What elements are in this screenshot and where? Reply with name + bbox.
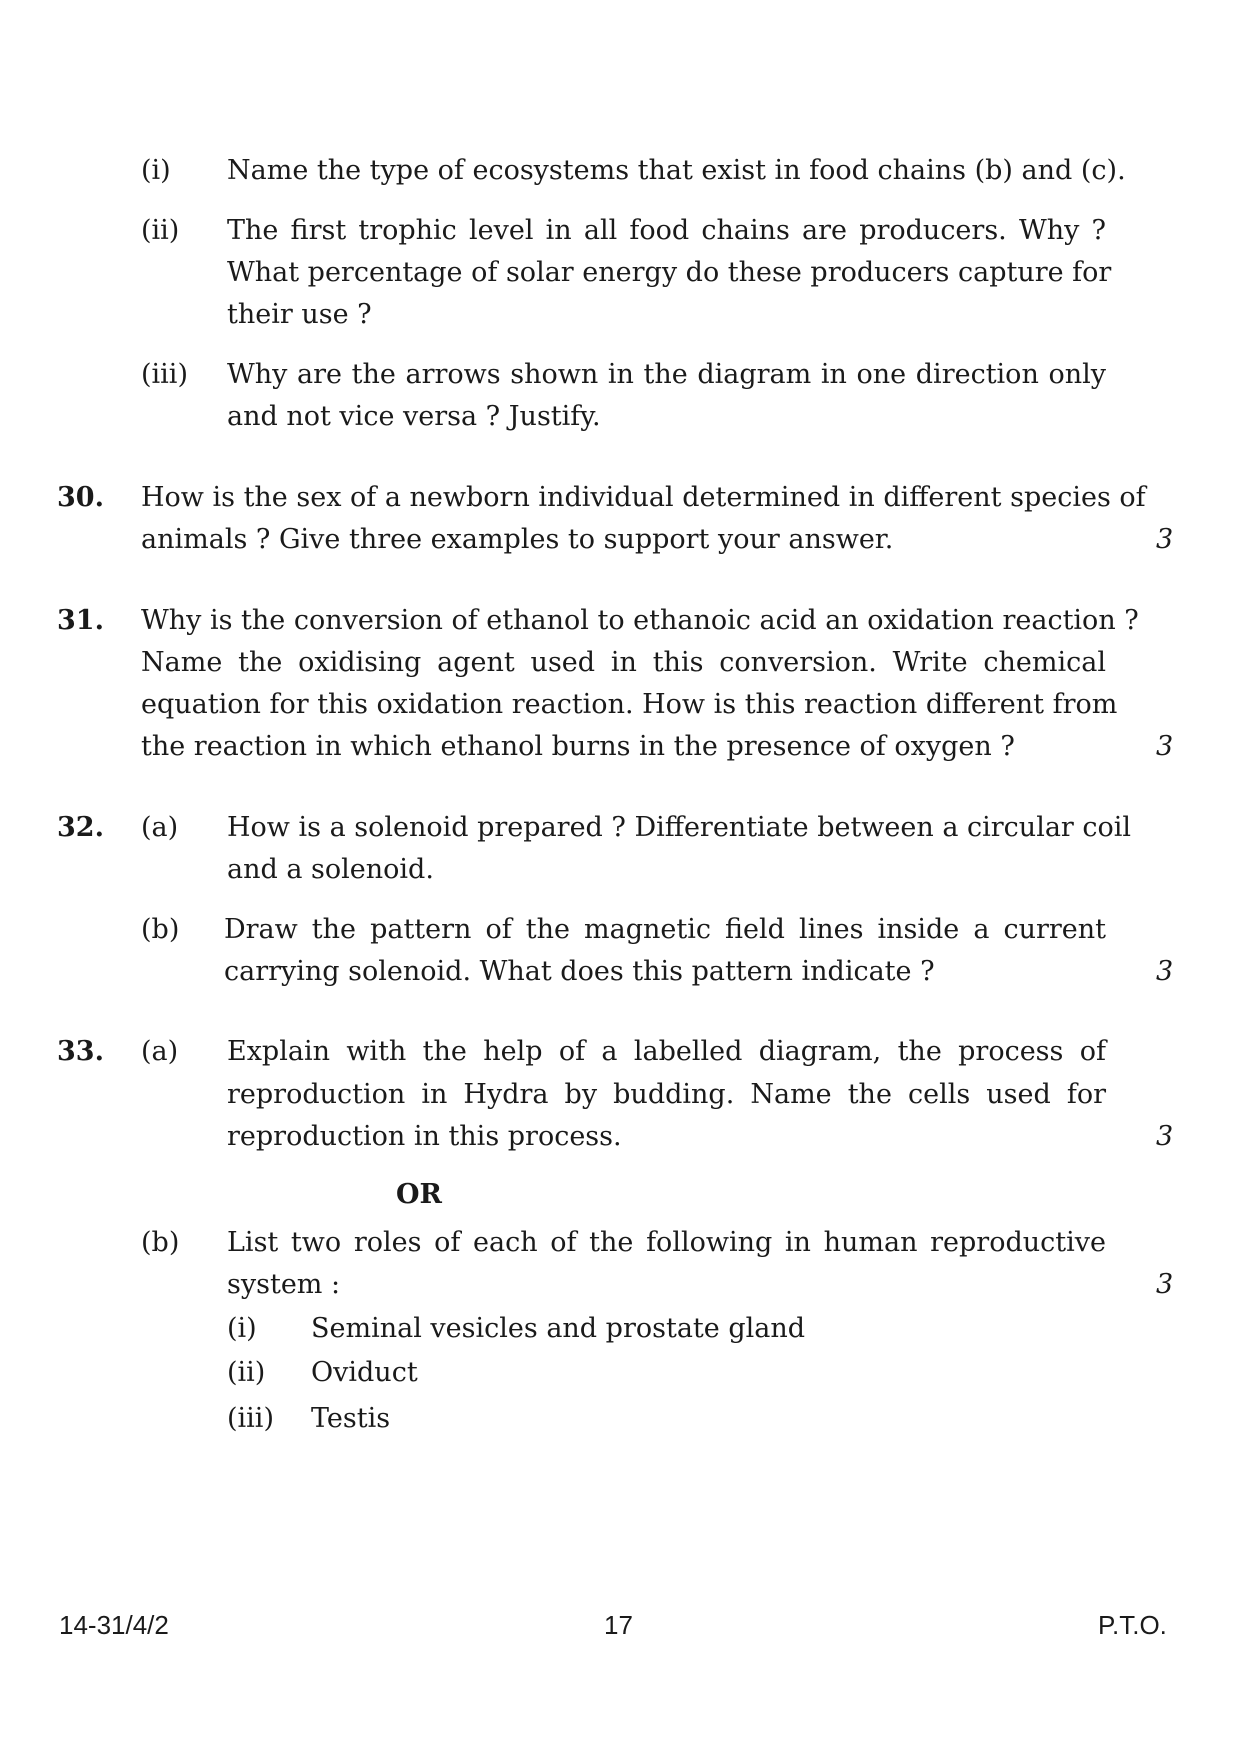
part-text: Why are the arrows shown in the diagram in one direction only [227,359,1106,390]
part-text: and not vice versa ? Justify. [227,401,601,432]
question-text: equation for this oxidation reaction. How is this reaction different from [141,689,1118,720]
part-text: Draw the pattern of the magnetic field lines inside a current [224,914,1106,945]
part-text: their use ? [227,299,372,330]
part-text: reproduction in Hydra by budding. Name the cells used for [227,1079,1106,1110]
sub-item-label: (ii) [227,1357,266,1388]
page-number: 17 [604,1610,633,1640]
or-divider: OR [396,1179,442,1210]
part-label: (b) [141,1227,180,1258]
part-text: system : [227,1269,341,1300]
part-label: (ii) [141,215,180,246]
question-text: animals ? Give three examples to support your answer. [141,524,894,555]
question-number: 33. [57,1036,104,1067]
part-label: (a) [141,812,179,843]
question-text: Why is the conversion of ethanol to ethanoic acid an oxidation reaction ? [141,605,1139,636]
part-text: How is a solenoid prepared ? Differentiate between a circular coil [227,812,1132,843]
sub-item-label: (i) [227,1313,257,1344]
marks: 3 [1156,956,1174,987]
part-label: (a) [141,1036,179,1067]
marks: 3 [1156,731,1174,762]
question-number: 30. [57,482,104,513]
part-text: carrying solenoid. What does this pattern indicate ? [224,956,935,987]
part-text: The first trophic level in all food chains are producers. Why ? [227,215,1106,246]
part-text: and a solenoid. [227,854,434,885]
question-text: How is the sex of a newborn individual determined in different species of [141,482,1146,513]
marks: 3 [1156,1269,1174,1300]
part-text: Name the type of ecosystems that exist in food chains (b) and (c). [227,155,1126,186]
part-label: (i) [141,155,171,186]
sub-item-label: (iii) [227,1403,274,1434]
question-text: Name the oxidising agent used in this conversion. Write chemical [141,647,1106,678]
question-text: the reaction in which ethanol burns in the presence of oxygen ? [141,731,1015,762]
part-label: (b) [141,914,180,945]
marks: 3 [1156,524,1174,555]
part-text: reproduction in this process. [227,1121,622,1152]
part-label: (iii) [141,359,188,390]
part-text: What percentage of solar energy do these producers capture for [227,257,1112,288]
sub-item-text: Testis [311,1403,391,1434]
question-number: 32. [57,812,104,843]
pto-label: P.T.O. [1098,1610,1167,1640]
paper-code: 14-31/4/2 [59,1610,169,1640]
part-text: List two roles of each of the following in human reproductive [227,1227,1106,1258]
sub-item-text: Seminal vesicles and prostate gland [311,1313,806,1344]
sub-item-text: Oviduct [311,1357,418,1388]
marks: 3 [1156,1121,1174,1152]
part-text: Explain with the help of a labelled diagram, the process of [227,1036,1106,1067]
question-number: 31. [57,605,104,636]
